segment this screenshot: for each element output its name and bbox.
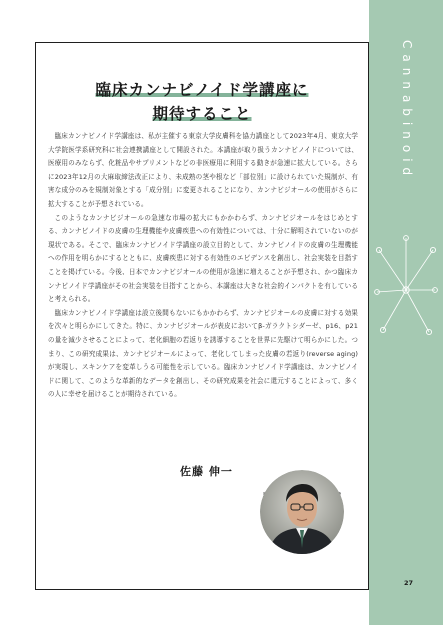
article-title-line1: 臨床カンナビノイド学講座に [95, 81, 309, 99]
page-number: 27 [404, 579, 414, 587]
article-title-line2: 期待すること [152, 105, 252, 123]
vertical-section-title: Cannabinoid [400, 40, 414, 182]
network-molecule-icon [369, 230, 443, 350]
article-body [48, 130, 358, 402]
paragraph-1: 臨床カンナビノイド学講座は、私が主催する東京大学皮膚科を協力講座として2023年4月、東京大学大学院医学系研究科に社会連携講座として開設された。本講座が取り扱うカンナビノイドについては、医療用のみならず、化粧品やサプリメントなどの非医療用に利用する動きが急速に拡大している。さらに2023年12月の大麻取締法改正により、未成熟の茎や根など「部位別」に設けられていた規制が、有害な成分のみを規制対象とする「成分別」に変更されることになり、カンナビジオールの使用がさらに拡大することが予想されている。 [48, 132, 358, 208]
paragraph-2: このようなカンナビジオールの急速な市場の拡大にもかかわらず、カンナビジオールをはじめとする、カンナビノイドの皮膚の生理機能や皮膚疾患への有効性については、十分に解明されていないのが現状である。そこで、臨床カンナビノイド学講座の設立目的として、カンナビノイドの皮膚の生理機能への作用を明らかにするとともに、皮膚疾患に対する有効性のエビデンスを創出し、社会実装を目指すことを掲げている。今後、日本でカンナビジオールの使用が急速に増えることが予想され、かつ臨床カンナビノイド学講座がその社会実装を目指すことから、本講座は大きな社会的インパクトを有していると考えられる。 [48, 213, 358, 304]
paragraph-3: 臨床カンナビノイド学講座は設立後間もないにもかかわらず、カンナビジオールの皮膚に対する効果を次々と明らかにしてきた。特に、カンナビジオールが表皮においてβ-ガラクトシダーゼ、p16、p21の量を減少させることによって、老化細胞の若返りを誘導することを世界に先駆けて明らかにした。つまり、この研究成果は、カンナビジオールによって、老化してしまった皮膚の若返り(reverse aging)が実現し、スキンケアを変革しうる可能性を示している。臨床カンナビノイド学講座は、カンナビノイドに関して、このような革新的なデータを創出し、その研究成果を社会に還元することによって、多くの人に幸せを届けることが期待されている。 [48, 308, 358, 399]
author-portrait [260, 470, 344, 554]
author-name: 佐藤 伸一 [180, 465, 233, 478]
